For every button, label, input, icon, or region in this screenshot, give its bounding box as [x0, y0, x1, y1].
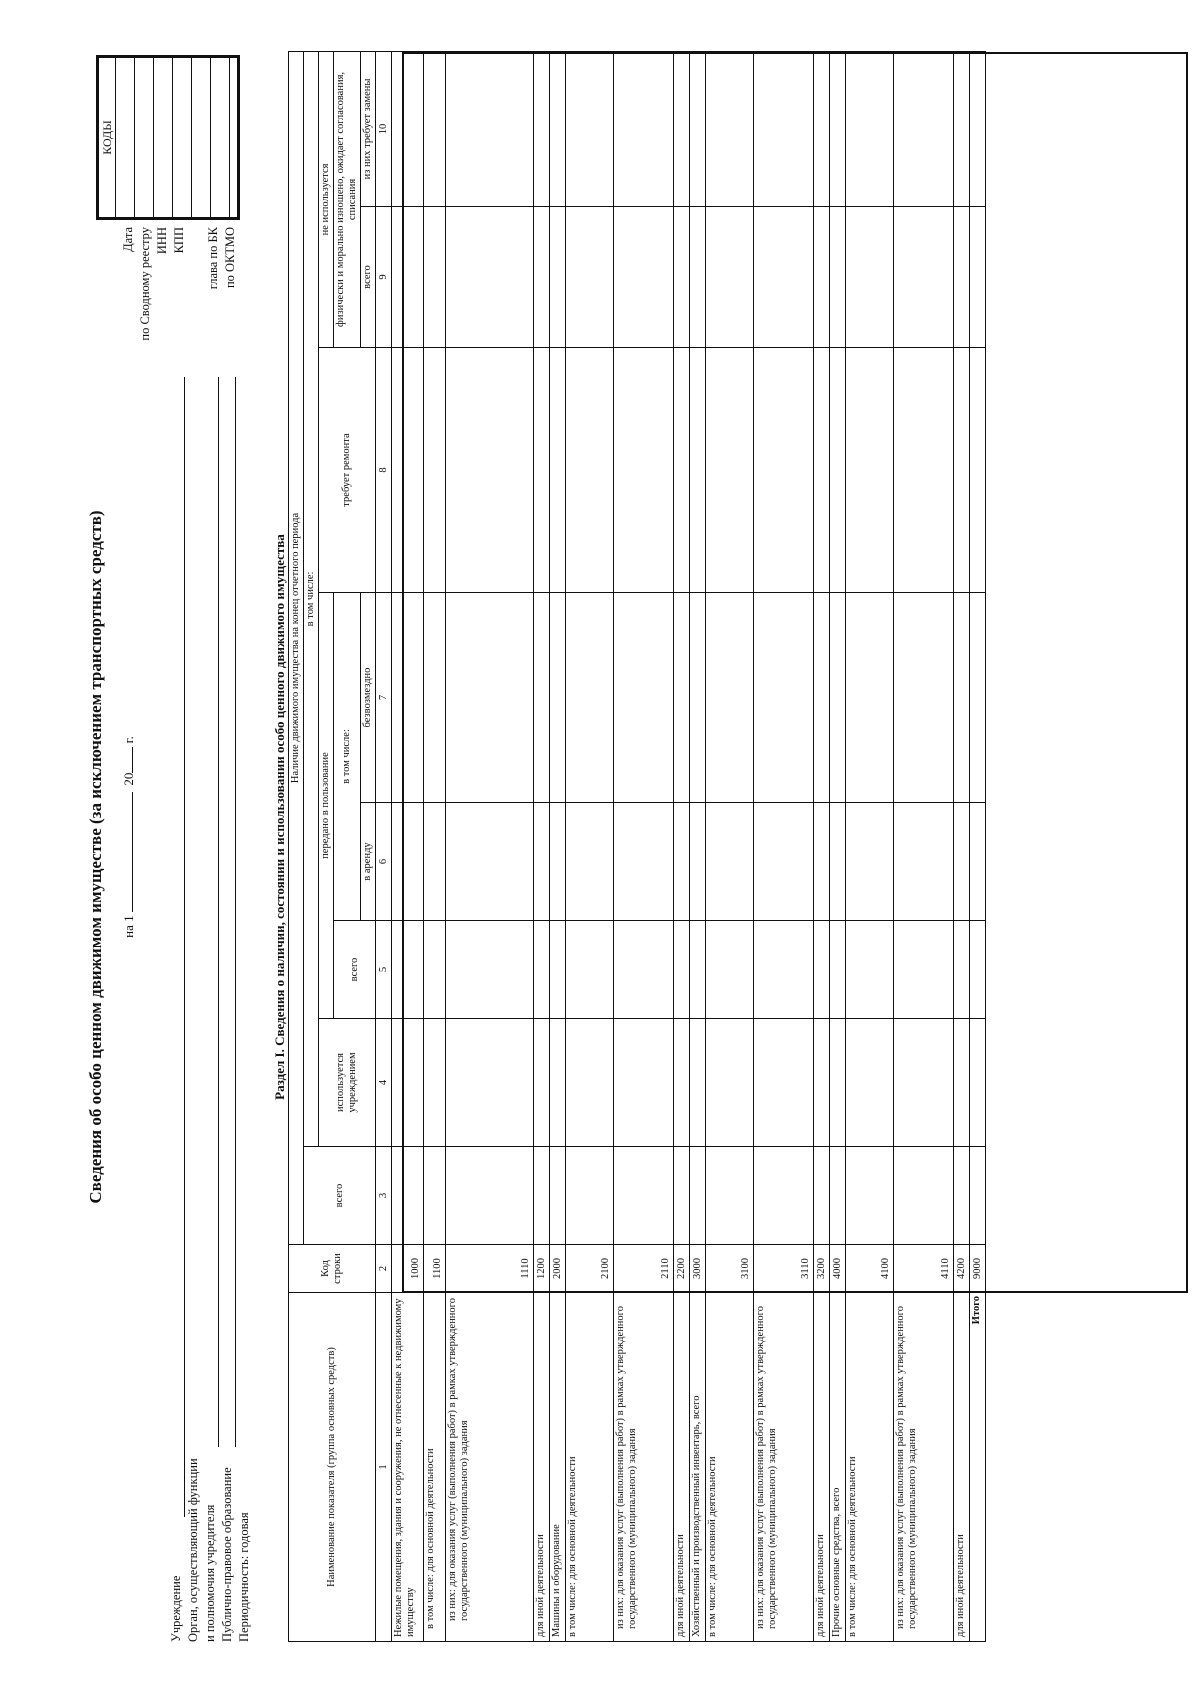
row-code: 3110: [754, 1245, 814, 1293]
row-name: Машины и оборудование: [550, 1293, 566, 1642]
value-cell[interactable]: [830, 348, 846, 593]
total-value-cell[interactable]: [970, 1147, 986, 1245]
value-cell[interactable]: [424, 803, 446, 921]
value-cell[interactable]: [566, 348, 614, 593]
value-cell[interactable]: [894, 921, 954, 1019]
code-registry-cell[interactable]: [135, 58, 154, 217]
value-cell[interactable]: [690, 593, 706, 803]
value-cell[interactable]: [706, 803, 754, 921]
value-cell[interactable]: [550, 1019, 566, 1147]
col-number: 2: [376, 1245, 392, 1293]
total-value-cell[interactable]: [970, 348, 986, 593]
value-cell[interactable]: [534, 921, 550, 1019]
row-code: 3100: [706, 1245, 754, 1293]
value-cell[interactable]: [446, 593, 534, 803]
value-cell[interactable]: [754, 921, 814, 1019]
value-cell[interactable]: [814, 348, 830, 593]
value-cell[interactable]: [706, 1019, 754, 1147]
row-name: Прочие основные средства, всего: [830, 1293, 846, 1642]
value-cell[interactable]: [534, 593, 550, 803]
row-name: для иной деятельности: [534, 1293, 550, 1642]
value-cell[interactable]: [674, 921, 690, 1019]
header-rent: в аренду: [361, 803, 376, 921]
value-cell[interactable]: [706, 348, 754, 593]
report-date-line: [120, 437, 137, 1237]
value-cell[interactable]: [830, 803, 846, 921]
column-number-row: [376, 51, 392, 1641]
value-cell[interactable]: [894, 803, 954, 921]
header-presence: Наличие движимого имущества на конец отчетного периода: [289, 51, 304, 1244]
form-title: Сведения об особо ценном движимом имуществе (за исключением транспортных средств): [86, 510, 105, 1204]
label-periodicity: Периодичность: годовая: [237, 1512, 251, 1642]
value-cell[interactable]: [614, 207, 674, 348]
value-cell[interactable]: [534, 348, 550, 593]
row-code: 2100: [566, 1245, 614, 1293]
value-cell[interactable]: [446, 921, 534, 1019]
row-name: из них: для оказания услуг (выполнения работ) в рамках утвержденного государственного (муниципального) задания: [614, 1293, 674, 1642]
year-suffix: г.: [121, 736, 136, 744]
institution-field-line[interactable]: [184, 377, 185, 1517]
total-value-cell[interactable]: [970, 1019, 986, 1147]
label-kpp: КПП: [172, 227, 186, 254]
value-cell[interactable]: [534, 1147, 550, 1245]
value-cell[interactable]: [754, 1147, 814, 1245]
label-consolidated-registry: по Сводному реестру: [138, 227, 152, 341]
label-founder-2: и полномочия учредителя: [203, 1504, 217, 1642]
value-cell[interactable]: [392, 51, 424, 206]
label-date: Дата: [121, 227, 135, 252]
value-cell[interactable]: [392, 348, 424, 593]
value-cell[interactable]: [830, 207, 846, 348]
value-cell[interactable]: [894, 1147, 954, 1245]
value-cell[interactable]: [424, 207, 446, 348]
row-code: 2110: [614, 1245, 674, 1293]
value-cell[interactable]: [894, 207, 954, 348]
header-repair: требует ремонта: [319, 348, 376, 593]
value-cell[interactable]: [614, 593, 674, 803]
value-cell[interactable]: [614, 51, 674, 206]
value-cell[interactable]: [830, 921, 846, 1019]
row-code: 3000: [690, 1245, 706, 1293]
table-row: [424, 51, 446, 1641]
row-code: 4100: [846, 1245, 894, 1293]
value-cell[interactable]: [566, 1147, 614, 1245]
header-transferred: передано в пользование: [319, 593, 334, 1019]
value-cell[interactable]: [830, 1147, 846, 1245]
value-cell[interactable]: [614, 348, 674, 593]
col-number: 5: [376, 921, 392, 1019]
value-cell[interactable]: [550, 803, 566, 921]
table-row: [566, 51, 614, 1641]
row-name: в том числе: для основной деятельности: [846, 1293, 894, 1642]
code-oktmo-cell[interactable]: [230, 58, 248, 217]
value-cell[interactable]: [690, 51, 706, 206]
value-cell[interactable]: [424, 348, 446, 593]
table-row: [550, 51, 566, 1641]
value-cell[interactable]: [674, 593, 690, 803]
header-transferred-including: в том числе:: [334, 593, 361, 921]
value-cell[interactable]: [534, 51, 550, 206]
table-row: [706, 51, 754, 1641]
value-cell[interactable]: [894, 1019, 954, 1147]
value-cell[interactable]: [424, 1019, 446, 1147]
label-oktmo: по ОКТМО: [223, 227, 237, 289]
value-cell[interactable]: [566, 207, 614, 348]
value-cell[interactable]: [446, 51, 534, 206]
value-cell[interactable]: [392, 1147, 424, 1245]
row-code: 1100: [424, 1245, 446, 1293]
right-labels: [120, 227, 239, 367]
value-cell[interactable]: [446, 1019, 534, 1147]
label-inn: ИНН: [155, 227, 169, 255]
col-number: 6: [376, 803, 392, 921]
row-name: Хозяйственный и производственный инвентарь, всего: [690, 1293, 706, 1642]
value-cell[interactable]: [566, 593, 614, 803]
value-cell[interactable]: [846, 207, 894, 348]
value-cell[interactable]: [954, 593, 970, 803]
header-code: Код строки: [289, 1245, 376, 1293]
value-cell[interactable]: [614, 803, 674, 921]
value-cell[interactable]: [534, 803, 550, 921]
value-cell[interactable]: [550, 1147, 566, 1245]
value-cell[interactable]: [814, 803, 830, 921]
table-row: [690, 51, 706, 1641]
value-cell[interactable]: [392, 593, 424, 803]
value-cell[interactable]: [446, 803, 534, 921]
row-code: 4200: [954, 1245, 970, 1293]
value-cell[interactable]: [846, 1147, 894, 1245]
value-cell[interactable]: [754, 1019, 814, 1147]
row-code: 1000: [392, 1245, 424, 1293]
founder-field-line[interactable]: [218, 377, 219, 1447]
value-cell[interactable]: [614, 1019, 674, 1147]
public-entity-field-line[interactable]: [235, 377, 236, 1447]
value-cell[interactable]: [392, 921, 424, 1019]
year-prefix: 20: [121, 772, 136, 786]
code-kpp-cell[interactable]: [173, 58, 192, 217]
value-cell[interactable]: [690, 1147, 706, 1245]
header-transferred-total: всего: [334, 921, 376, 1019]
value-cell[interactable]: [894, 593, 954, 803]
value-cell[interactable]: [754, 348, 814, 593]
header-worn: физически и морально изношено, ожидает согласования, списания: [334, 51, 361, 347]
row-code: 1110: [446, 1245, 534, 1293]
value-cell[interactable]: [690, 921, 706, 1019]
value-cell[interactable]: [550, 593, 566, 803]
value-cell[interactable]: [706, 921, 754, 1019]
value-cell[interactable]: [424, 51, 446, 206]
row-code: 1200: [534, 1245, 550, 1293]
row-name: в том числе: для основной деятельности: [706, 1293, 754, 1642]
value-cell[interactable]: [424, 921, 446, 1019]
value-cell[interactable]: [894, 348, 954, 593]
value-cell[interactable]: [846, 921, 894, 1019]
table-row: [674, 51, 690, 1641]
value-cell[interactable]: [814, 921, 830, 1019]
col-number: 1: [376, 1293, 392, 1642]
value-cell[interactable]: [614, 921, 674, 1019]
row-code: 4110: [894, 1245, 954, 1293]
col-number: 9: [376, 207, 392, 348]
col-number: 8: [376, 348, 392, 593]
value-cell[interactable]: [392, 207, 424, 348]
value-cell[interactable]: [846, 1019, 894, 1147]
total-label: Итого: [970, 1293, 986, 1642]
header-not-used: не используется: [319, 51, 334, 347]
value-cell[interactable]: [690, 803, 706, 921]
value-cell[interactable]: [754, 51, 814, 206]
table-row: [814, 51, 830, 1641]
value-cell[interactable]: [446, 207, 534, 348]
value-cell[interactable]: [954, 1019, 970, 1147]
row-name: из них: для оказания услуг (выполнения работ) в рамках утвержденного государственного (муниципального) задания: [894, 1293, 954, 1642]
table-row: [446, 51, 534, 1641]
value-cell[interactable]: [690, 348, 706, 593]
value-cell[interactable]: [424, 593, 446, 803]
value-cell[interactable]: [954, 51, 970, 206]
value-cell[interactable]: [894, 51, 954, 206]
header-name: Наименование показателя (группа основных средств): [289, 1293, 376, 1642]
header-worn-total: всего: [361, 207, 376, 348]
row-name: в том числе: для основной деятельности: [566, 1293, 614, 1642]
value-cell[interactable]: [690, 1019, 706, 1147]
table-row: [392, 51, 424, 1641]
header-total: всего: [304, 1147, 376, 1245]
table-row: [954, 51, 970, 1641]
value-cell[interactable]: [814, 51, 830, 206]
table-row: [754, 51, 814, 1641]
value-cell[interactable]: [674, 1019, 690, 1147]
value-cell[interactable]: [690, 207, 706, 348]
row-code: 3200: [814, 1245, 830, 1293]
row-name: из них: для оказания услуг (выполнения работ) в рамках утвержденного государственного (муниципального) задания: [754, 1293, 814, 1642]
row-name: Нежилые помещения, здания и сооружения, не отнесенные к недвижимому имуществу: [392, 1293, 424, 1642]
table-row: [534, 51, 550, 1641]
value-cell[interactable]: [566, 1019, 614, 1147]
code-empty-cell[interactable]: [192, 58, 211, 217]
value-cell[interactable]: [954, 921, 970, 1019]
table-row: [830, 51, 846, 1641]
codes-header: КОДЫ: [99, 58, 116, 217]
value-cell[interactable]: [814, 1019, 830, 1147]
value-cell[interactable]: [954, 207, 970, 348]
value-cell[interactable]: [706, 593, 754, 803]
value-cell[interactable]: [674, 348, 690, 593]
row-name: в том числе: для основной деятельности: [424, 1293, 446, 1642]
value-cell[interactable]: [814, 593, 830, 803]
date-day-month-blank[interactable]: [120, 792, 133, 912]
label-institution: Учреждение: [169, 1575, 183, 1642]
row-name: для иной деятельности: [954, 1293, 970, 1642]
label-public-entity: Публично-правовое образование: [220, 1467, 234, 1642]
value-cell[interactable]: [954, 803, 970, 921]
value-cell[interactable]: [392, 1019, 424, 1147]
col-number: 3: [376, 1147, 392, 1245]
label-founder-1: Орган, осуществляющий функции: [186, 1458, 200, 1642]
value-cell[interactable]: [534, 1019, 550, 1147]
value-cell[interactable]: [446, 348, 534, 593]
value-cell[interactable]: [550, 348, 566, 593]
value-cell[interactable]: [706, 1147, 754, 1245]
row-name: для иной деятельности: [674, 1293, 690, 1642]
label-budget-chapter: глава по БК: [206, 227, 220, 290]
header-including: в том числе:: [304, 51, 319, 1146]
code-budget-cell[interactable]: [211, 58, 230, 217]
property-table: [288, 51, 986, 1642]
col-number: 10: [376, 51, 392, 206]
row-code: 2200: [674, 1245, 690, 1293]
header-used: используется учреждением: [319, 1019, 376, 1147]
value-cell[interactable]: [566, 803, 614, 921]
value-cell[interactable]: [446, 1147, 534, 1245]
value-cell[interactable]: [846, 51, 894, 206]
col-number: 7: [376, 593, 392, 803]
row-code: 4000: [830, 1245, 846, 1293]
value-cell[interactable]: [550, 921, 566, 1019]
table-row: [894, 51, 954, 1641]
total-value-cell[interactable]: [970, 207, 986, 348]
value-cell[interactable]: [674, 207, 690, 348]
total-value-cell[interactable]: [970, 51, 986, 206]
total-code: 9000: [970, 1245, 986, 1293]
table-row: [846, 51, 894, 1641]
value-cell[interactable]: [392, 803, 424, 921]
col-number: 4: [376, 1019, 392, 1147]
value-cell[interactable]: [614, 1147, 674, 1245]
code-date-cell[interactable]: [116, 58, 135, 217]
year-blank[interactable]: [120, 747, 133, 773]
value-cell[interactable]: [706, 51, 754, 206]
value-cell[interactable]: [754, 593, 814, 803]
value-cell[interactable]: [550, 207, 566, 348]
header-free: безвозмездно: [361, 593, 376, 803]
total-value-cell[interactable]: [970, 593, 986, 803]
left-labels: [168, 1458, 253, 1642]
value-cell[interactable]: [674, 51, 690, 206]
value-cell[interactable]: [674, 803, 690, 921]
value-cell[interactable]: [830, 51, 846, 206]
code-inn-cell[interactable]: [154, 58, 173, 217]
value-cell[interactable]: [814, 207, 830, 348]
value-cell[interactable]: [830, 1019, 846, 1147]
value-cell[interactable]: [754, 803, 814, 921]
total-row: [970, 51, 986, 1641]
value-cell[interactable]: [954, 1147, 970, 1245]
total-value-cell[interactable]: [970, 921, 986, 1019]
row-code: 2000: [550, 1245, 566, 1293]
header-replace: из них требует замены: [361, 51, 376, 206]
row-name: из них: для оказания услуг (выполнения работ) в рамках утвержденного государственного (муниципального) задания: [446, 1293, 534, 1642]
value-cell[interactable]: [706, 207, 754, 348]
table-row: [614, 51, 674, 1641]
value-cell[interactable]: [674, 1147, 690, 1245]
value-cell[interactable]: [846, 348, 894, 593]
value-cell[interactable]: [954, 348, 970, 593]
value-cell[interactable]: [424, 1147, 446, 1245]
value-cell[interactable]: [846, 593, 894, 803]
section-title: Раздел I. Сведения о наличии, состоянии и использовании особо ценного движимого имущества: [272, 534, 287, 1100]
value-cell[interactable]: [566, 51, 614, 206]
value-cell[interactable]: [830, 593, 846, 803]
total-value-cell[interactable]: [970, 803, 986, 921]
value-cell[interactable]: [550, 51, 566, 206]
value-cell[interactable]: [754, 207, 814, 348]
codes-box: [96, 55, 240, 220]
value-cell[interactable]: [566, 921, 614, 1019]
value-cell[interactable]: [534, 207, 550, 348]
date-prefix: на 1: [121, 915, 136, 938]
row-name: для иной деятельности: [814, 1293, 830, 1642]
value-cell[interactable]: [814, 1147, 830, 1245]
value-cell[interactable]: [846, 803, 894, 921]
